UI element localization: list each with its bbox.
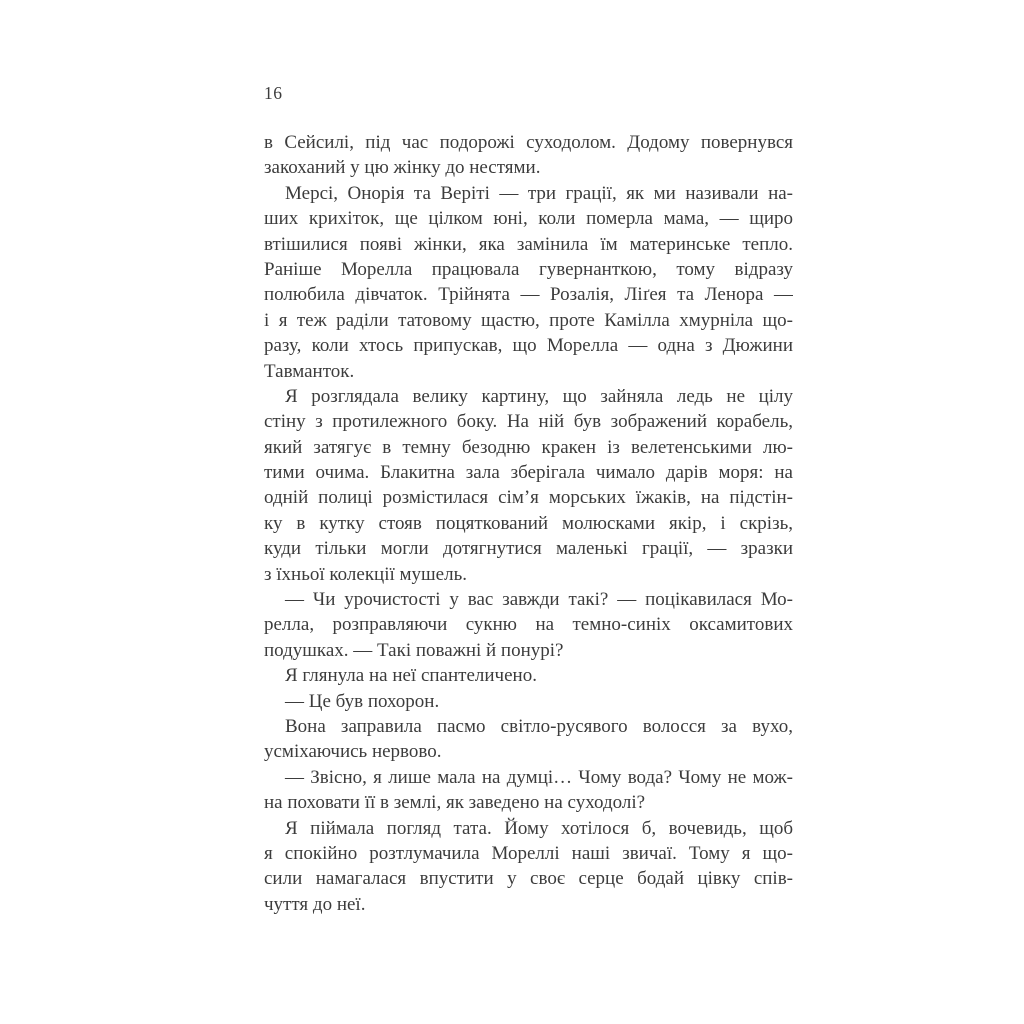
text-line: чуття до неї. [264, 893, 366, 915]
text-line: Тавманток. [264, 360, 355, 382]
text-line: Вона заправила пасмо світло-русявого волосся за вухо, [285, 715, 793, 737]
text-line: який затягує в темну безодню кракен із велетенськими лю- [264, 436, 793, 458]
text-line: релла, розправляючи сукню на темно-синіх оксамитових [264, 614, 793, 636]
page-number: 16 [264, 83, 283, 103]
text-line: Раніше Морелла працювала гувернанткою, тому відразу [264, 258, 793, 280]
text-line: закоханий у цю жінку до нестями. [264, 157, 541, 179]
text-line: Я розглядала велику картину, що зайняла ледь не цілу [285, 385, 793, 407]
text-line: усміхаючись нервово. [264, 741, 442, 763]
text-line: — Це був похорон. [285, 690, 440, 712]
text-line: з їхньої колекції мушель. [264, 563, 468, 585]
text-line: я спокійно розтлумачила Мореллі наші звичаї. Тому я що- [264, 842, 793, 864]
text-line: ку в кутку стояв поцяткований молюсками якір, і скрізь, [264, 512, 793, 534]
text-line: тими очима. Блакитна зала зберігала чимало дарів моря: на [264, 462, 793, 484]
text-line: і я теж раділи татовому щастю, проте Камілла хмурніла що- [264, 309, 793, 331]
body-text [264, 130, 793, 917]
text-line: Мерсі, Онорія та Веріті — три грації, як ми називали на- [285, 182, 793, 204]
text-line: втішилися появі жінки, яка замінила їм материнське тепло. [264, 233, 793, 255]
text-line: ших крихіток, ще цілком юні, коли померла мама, — щиро [264, 208, 793, 230]
text-line: полюбила дівчаток. Трійнята — Розалія, Ліґея та Ленора — [264, 284, 793, 306]
text-line: сили намагалася впустити у своє серце бодай цівку спів- [264, 868, 793, 890]
text-line: стіну з протилежного боку. На ній був зображений корабель, [264, 411, 793, 433]
text-line: в Сейсилі, під час подорожі суходолом. Додому повернувся [264, 132, 793, 153]
text-line: разу, коли хтось припускав, що Морелла — одна з Дюжини [264, 335, 793, 357]
text-line: — Чи урочистості у вас завжди такі? — поцікавилася Мо- [285, 589, 793, 611]
text-line: Я піймала погляд тата. Йому хотілося б, вочевидь, щоб [285, 817, 793, 839]
text-line: на поховати її в землі, як заведено на суходолі? [264, 792, 646, 814]
text-line: — Звісно, я лише мала на думці… Чому вода? Чому не мож- [285, 766, 793, 788]
text-line: одній полиці розмістилася сім’я морських їжаків, на підстін- [264, 487, 793, 509]
text-line: куди тільки могли дотягнутися маленькі грації, — зразки [264, 538, 793, 560]
text-line: подушках. — Такі поважні й понурі? [264, 639, 564, 661]
text-line: Я глянула на неї спантеличено. [285, 665, 537, 687]
